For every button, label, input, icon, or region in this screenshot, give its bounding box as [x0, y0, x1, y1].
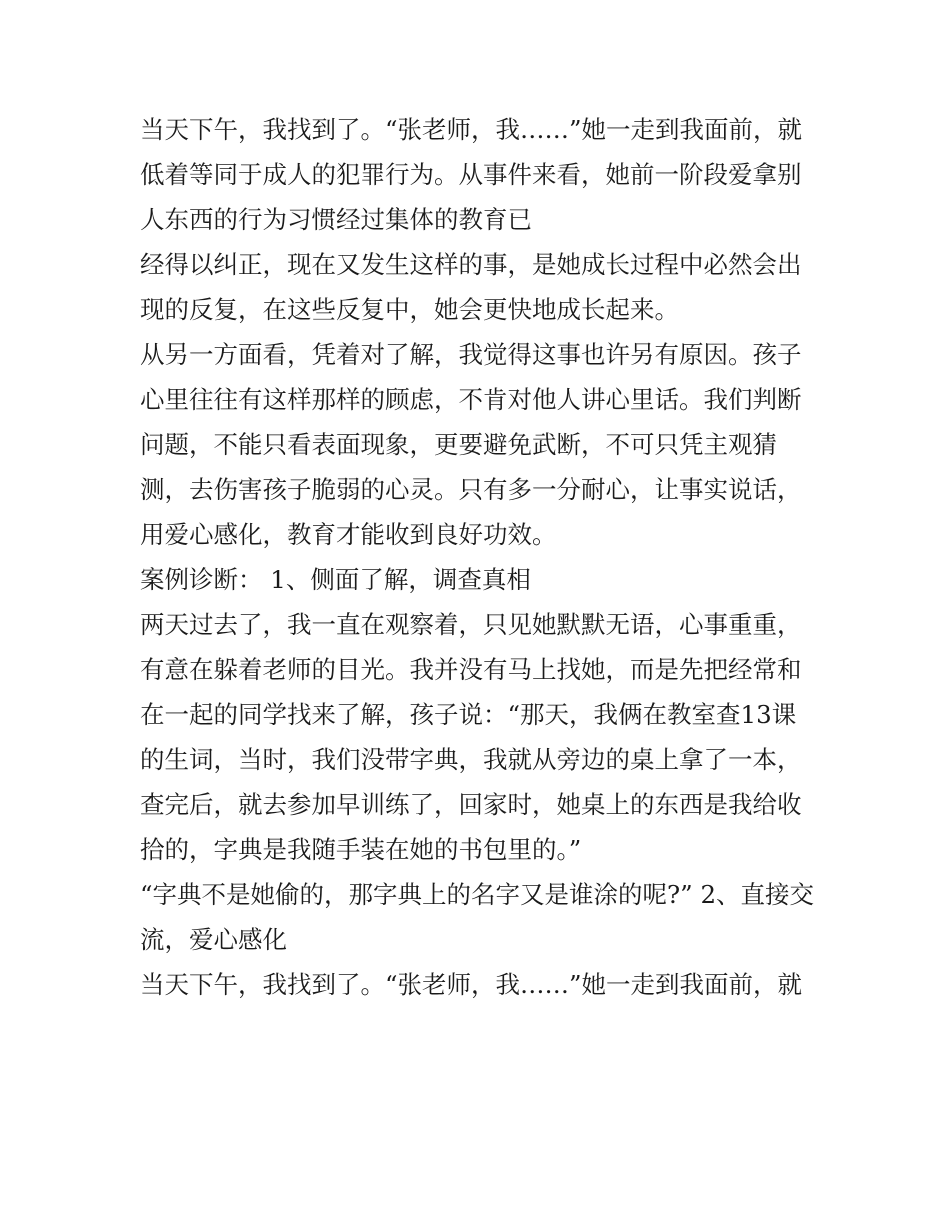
- text-line: 人东西的行为习惯经过集体的教育已: [140, 205, 532, 234]
- text-line: 从另一方面看，凭着对了解，我觉得这事也许另有原因。孩子: [140, 340, 802, 369]
- text-line: 问题，不能只看表面现象，更要避免武断，不可只凭主观猜: [140, 430, 777, 459]
- text-line: 查完后，就去参加早训练了，回家时，她桌上的东西是我给收: [140, 790, 802, 819]
- text-line: 当天下午，我找到了。“张老师，我……”她一走到我面前，就: [140, 970, 803, 999]
- text-line: 测，去伤害孩子脆弱的心灵。只有多一分耐心，让事实说话，: [140, 475, 802, 504]
- text-line: 有意在躲着老师的目光。我并没有马上找她，而是先把经常和: [140, 655, 802, 684]
- text-line: 心里往往有这样那样的顾虑，不肯对他人讲心里话。我们判断: [140, 385, 802, 414]
- text-line: 流，爱心感化: [140, 925, 287, 954]
- text-line: 的生词，当时，我们没带字典，我就从旁边的桌上拿了一本，: [140, 745, 802, 774]
- text-line: 拾的，字典是我随手装在她的书包里的。”: [140, 835, 582, 864]
- text-line: 用爱心感化，教育才能收到良好功效。: [140, 520, 557, 549]
- text-line: “字典不是她偷的，那字典上的名字又是谁涂的呢?” 2、直接交: [140, 880, 815, 909]
- text-line: 低着等同于成人的犯罪行为。从事件来看，她前一阶段爱拿别: [140, 160, 802, 189]
- section-heading: 案例诊断： 1、侧面了解，调查真相: [140, 565, 531, 594]
- text-line: 当天下午，我找到了。“张老师，我……”她一走到我面前，就: [140, 115, 803, 144]
- text-line: 两天过去了，我一直在观察着，只见她默默无语，心事重重，: [140, 610, 802, 639]
- text-line: 经得以纠正，现在又发生这样的事，是她成长过程中必然会出: [140, 250, 802, 279]
- text-line: 现的反复，在这些反复中，她会更快地成长起来。: [140, 295, 679, 324]
- text-line: 在一起的同学找来了解，孩子说：“那天，我俩在教室查13课: [140, 700, 797, 729]
- document-body: [140, 107, 820, 1007]
